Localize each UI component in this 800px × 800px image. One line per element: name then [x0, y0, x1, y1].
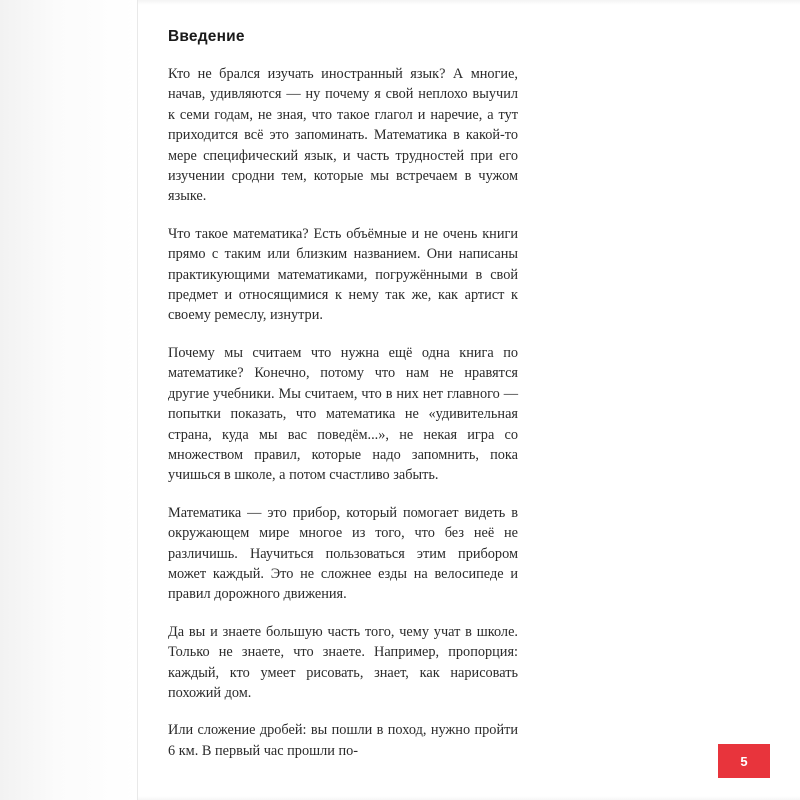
page-title: Введение: [168, 28, 245, 45]
paragraph: Кто не брался изучать иностранный язык? А многие, начав, удивляются — ну почему я свой неплохо выучил к семи годам, не зная, что такое глагол и наречие, а тут приходится всё это запоминать. Математика в какой-то мере специфический язык, и часть трудностей при его изучении сродни тем, которые мы встречаем в чужом языке.: [168, 66, 518, 205]
page-content: [168, 28, 518, 761]
paragraph: Или сложение дробей: вы пошли в поход, нужно пройти 6 км. В первый час прошли по-: [168, 722, 518, 759]
page-top-edge: [138, 0, 800, 5]
page-number-badge: [718, 744, 770, 778]
page-number: 5: [740, 753, 748, 769]
paragraph: Почему мы считаем что нужна ещё одна книга по математике? Конечно, потому что нам не нравятся другие учебники. Мы считаем, что в них нет главного — попытки показать, что математика не «удивительная страна, куда мы вас поведём...», не некая игра со множеством правил, которые надо запомнить, пока учишься в школе, а потом счастливо забыть.: [168, 344, 518, 484]
page-bottom-edge: [138, 796, 800, 800]
paragraph: Математика — это прибор, который помогает видеть в окружающем мире многое из того, что без неё не различишь. Научиться пользоваться этим прибором может каждый. Это не сложнее езды на велосипеде и правил дорожного движения.: [168, 504, 518, 603]
page-spine-line: [137, 0, 138, 800]
paragraph: Да вы и знаете большую часть того, чему учат в школе. Только не знаете, что знаете. Например, пропорция: каждый, кто умеет рисовать, знает, как нарисовать похожий дом.: [168, 623, 518, 701]
paragraph: Что такое математика? Есть объёмные и не очень книги прямо с таким или близким названием. Они написаны практикующими математиками, погружёнными в свой предмет и относящимися к нему так же, как артист к своему ремеслу, изнутри.: [168, 225, 518, 324]
page-gutter-shadow: [0, 0, 138, 800]
